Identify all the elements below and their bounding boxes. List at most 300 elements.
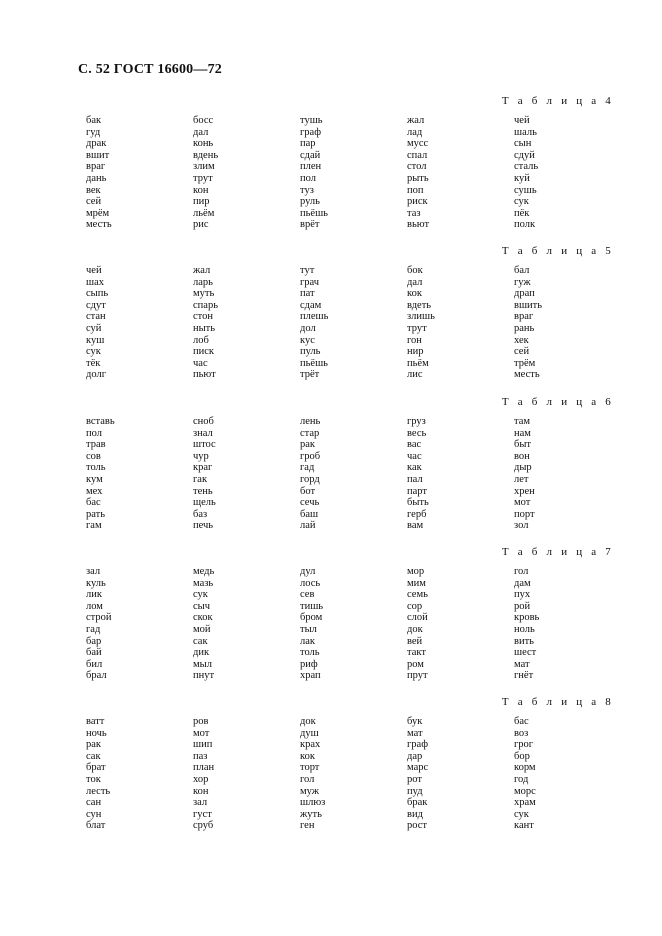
word-cell: сдут xyxy=(86,299,106,311)
word-cell: пал xyxy=(407,473,423,485)
word-cell: крах xyxy=(300,739,321,751)
word-cell: ром xyxy=(407,658,424,670)
word-cell: писк xyxy=(193,346,214,358)
word-cell: долг xyxy=(86,369,107,381)
word-cell: дар xyxy=(407,750,423,762)
word-cell: враг xyxy=(514,311,534,323)
word-grid xyxy=(86,115,626,231)
word-cell: гуж xyxy=(514,276,531,288)
word-cell: сдуй xyxy=(514,149,535,161)
word-cell: кус xyxy=(300,334,315,346)
table-row xyxy=(86,520,626,532)
word-cell: план xyxy=(193,762,215,774)
table-row xyxy=(86,820,626,832)
word-cell: храм xyxy=(514,797,536,809)
word-cell: трём xyxy=(514,357,536,369)
table-row xyxy=(86,624,626,636)
word-cell: тыл xyxy=(300,623,317,635)
word-cell: ватт xyxy=(86,716,105,727)
word-cell: рать xyxy=(86,508,106,520)
word-cell: граф xyxy=(407,739,429,751)
word-cell: баз xyxy=(193,508,208,520)
word-cell: марс xyxy=(407,762,429,774)
word-cell: мот xyxy=(514,497,531,509)
word-cell: бил xyxy=(86,658,103,670)
word-cell: толь xyxy=(300,647,320,659)
word-cell: бас xyxy=(86,497,101,509)
table-caption: Т а б л и ц а 6 xyxy=(501,396,614,408)
word-cell: год xyxy=(514,773,529,785)
word-cell: спал xyxy=(407,149,428,161)
word-cell: час xyxy=(193,357,208,369)
table-row xyxy=(86,277,626,289)
word-cell: бар xyxy=(86,635,102,647)
word-cell: хек xyxy=(514,334,529,346)
word-cell: сан xyxy=(86,797,102,809)
word-cell: куль xyxy=(86,577,106,589)
word-cell: сталь xyxy=(514,161,539,173)
word-cell: быт xyxy=(514,439,531,451)
word-cell: граф xyxy=(300,126,322,138)
table-row xyxy=(86,185,626,197)
word-cell: босс xyxy=(193,115,214,126)
table-row xyxy=(86,346,626,358)
word-cell: мор xyxy=(407,566,425,577)
word-cell: пар xyxy=(300,138,316,150)
word-cell: жал xyxy=(407,115,425,126)
word-cell: скок xyxy=(193,612,213,624)
word-cell: сдам xyxy=(300,299,322,311)
word-cell: гроб xyxy=(300,450,321,462)
table-row xyxy=(86,647,626,659)
word-cell: сун xyxy=(86,808,102,820)
word-cell: как xyxy=(407,462,422,474)
word-cell: сук xyxy=(193,589,208,601)
word-cell: рис xyxy=(193,219,209,231)
word-cell: дол xyxy=(300,322,316,334)
word-cell: жуть xyxy=(300,808,322,820)
word-cell: мыл xyxy=(193,658,212,670)
word-cell: стон xyxy=(193,311,213,323)
word-grid xyxy=(86,416,626,532)
table-row xyxy=(86,797,626,809)
word-cell: брал xyxy=(86,670,107,682)
word-cell: бок xyxy=(407,265,423,276)
word-cell: мой xyxy=(193,623,211,635)
word-cell: месть xyxy=(514,369,540,381)
word-cell: пух xyxy=(514,589,531,601)
word-cell: сев xyxy=(300,589,315,601)
word-cell: гад xyxy=(300,462,315,474)
word-cell: дань xyxy=(86,172,107,184)
word-cell: ныть xyxy=(193,322,216,334)
word-cell: сук xyxy=(86,346,101,358)
word-grid xyxy=(86,716,626,832)
word-cell: кок xyxy=(300,750,315,762)
word-cell: храп xyxy=(300,670,321,682)
word-cell: бай xyxy=(86,647,102,659)
table-row xyxy=(86,716,626,728)
table-caption: Т а б л и ц а 5 xyxy=(501,245,614,257)
word-cell: зал xyxy=(193,797,208,809)
word-cell: враг xyxy=(86,161,106,173)
word-cell: муть xyxy=(193,288,215,300)
word-cell: гол xyxy=(514,566,529,577)
word-cell: пьём xyxy=(407,357,429,369)
word-cell: суй xyxy=(86,322,102,334)
word-cell: густ xyxy=(193,808,212,820)
table-caption: Т а б л и ц а 8 xyxy=(501,696,614,708)
word-cell: мех xyxy=(86,485,103,497)
table-row xyxy=(86,428,626,440)
word-cell: куй xyxy=(514,172,530,184)
word-cell: стан xyxy=(86,311,106,323)
word-cell: тишь xyxy=(300,600,324,612)
word-cell: плешь xyxy=(300,311,329,323)
word-cell: бот xyxy=(300,485,316,497)
word-cell: брат xyxy=(86,762,106,774)
word-cell: сук xyxy=(514,808,529,820)
word-cell: пир xyxy=(193,196,210,208)
table-row xyxy=(86,173,626,185)
table-row xyxy=(86,751,626,763)
word-cell: тень xyxy=(193,485,213,497)
word-cell: толь xyxy=(86,462,106,474)
word-cell: шип xyxy=(193,739,213,751)
word-cell: сыч xyxy=(193,600,210,612)
word-cell: туз xyxy=(300,184,314,196)
word-cell: дул xyxy=(300,566,316,577)
word-cell: ноль xyxy=(514,623,535,635)
table-row xyxy=(86,739,626,751)
word-cell: врёт xyxy=(300,219,320,231)
table-row xyxy=(86,762,626,774)
table-row xyxy=(86,208,626,220)
word-cell: сей xyxy=(514,346,530,358)
word-cell: чур xyxy=(193,450,209,462)
word-cell: шест xyxy=(514,647,537,659)
word-cell: мим xyxy=(407,577,426,589)
word-cell: вить xyxy=(514,635,534,647)
word-cell: конь xyxy=(193,138,214,150)
word-cell: мот xyxy=(193,727,210,739)
word-cell: пуд xyxy=(407,785,423,797)
word-cell: сечь xyxy=(300,497,320,509)
word-cell: сор xyxy=(407,600,423,612)
word-cell: семь xyxy=(407,589,428,601)
word-cell: дал xyxy=(193,126,209,138)
table-row xyxy=(86,138,626,150)
word-cell: рыть xyxy=(407,172,429,184)
word-cell: пол xyxy=(86,427,102,439)
word-cell: мрём xyxy=(86,207,110,219)
word-cell: сов xyxy=(86,450,101,462)
word-cell: сыпь xyxy=(86,288,109,300)
word-cell: спарь xyxy=(193,299,218,311)
table-row xyxy=(86,601,626,613)
word-cell: тушь xyxy=(300,115,323,126)
word-cell: нир xyxy=(407,346,424,358)
word-cell: бор xyxy=(514,750,530,762)
word-cell: сей xyxy=(86,196,102,208)
table-caption: Т а б л и ц а 4 xyxy=(501,95,614,107)
word-cell: вьют xyxy=(407,219,430,231)
word-cell: кон xyxy=(193,785,209,797)
word-cell: зол xyxy=(514,520,529,532)
word-cell: рак xyxy=(86,739,102,751)
word-cell: вид xyxy=(407,808,423,820)
word-cell: бук xyxy=(407,716,423,727)
word-cell: там xyxy=(514,416,531,427)
word-cell: воз xyxy=(514,727,529,739)
word-cell: гам xyxy=(86,520,102,532)
word-cell: лик xyxy=(86,589,102,601)
word-cell: трут xyxy=(407,322,427,334)
word-cell: стар xyxy=(300,427,320,439)
table-row xyxy=(86,311,626,323)
word-cell: груз xyxy=(407,416,426,427)
table-row xyxy=(86,474,626,486)
word-cell: рань xyxy=(514,322,535,334)
word-cell: тут xyxy=(300,265,315,276)
word-cell: вставь xyxy=(86,416,115,427)
table-row xyxy=(86,219,626,231)
table-row xyxy=(86,486,626,498)
word-cell: пёк xyxy=(514,207,530,219)
word-cell: слой xyxy=(407,612,428,624)
word-cell: блат xyxy=(86,820,106,832)
table-row xyxy=(86,509,626,521)
word-cell: лис xyxy=(407,369,423,381)
word-cell: риск xyxy=(407,196,428,208)
table-row xyxy=(86,161,626,173)
word-cell: ночь xyxy=(86,727,107,739)
word-cell: ген xyxy=(300,820,315,832)
word-cell: вшит xyxy=(86,149,110,161)
word-cell: век xyxy=(86,184,101,196)
word-cell: трут xyxy=(193,172,213,184)
word-cell: парт xyxy=(407,485,427,497)
table-row xyxy=(86,300,626,312)
word-cell: лесть xyxy=(86,785,111,797)
word-cell: док xyxy=(407,623,423,635)
word-cell: поп xyxy=(407,184,424,196)
word-cell: лоб xyxy=(193,334,209,346)
word-cell: пуль xyxy=(300,346,321,358)
word-cell: бас xyxy=(514,716,529,727)
word-cell: штос xyxy=(193,439,216,451)
table-row xyxy=(86,288,626,300)
word-cell: грач xyxy=(300,276,320,288)
word-cell: шах xyxy=(86,276,104,288)
word-cell: шлюз xyxy=(300,797,326,809)
word-cell: пол xyxy=(300,172,316,184)
word-cell: строй xyxy=(86,612,112,624)
word-cell: торт xyxy=(300,762,320,774)
word-cell: печь xyxy=(193,520,214,532)
word-cell: краг xyxy=(193,462,213,474)
word-cell: брак xyxy=(407,797,428,809)
table-row xyxy=(86,196,626,208)
word-cell: сушь xyxy=(514,184,537,196)
table-row xyxy=(86,578,626,590)
table-row xyxy=(86,728,626,740)
table-row xyxy=(86,265,626,277)
word-cell: весь xyxy=(407,427,427,439)
word-cell: пнут xyxy=(193,670,215,682)
word-cell: быть xyxy=(407,497,429,509)
word-cell: кровь xyxy=(514,612,540,624)
word-cell: вдень xyxy=(193,149,219,161)
word-cell: хрен xyxy=(514,485,535,497)
word-cell: гнёт xyxy=(514,670,534,682)
word-cell: док xyxy=(300,716,316,727)
word-cell: нам xyxy=(514,427,531,439)
word-cell: пьют xyxy=(193,369,216,381)
word-cell: злишь xyxy=(407,311,435,323)
word-cell: прут xyxy=(407,670,428,682)
word-cell: гуд xyxy=(86,126,101,138)
word-cell: вшить xyxy=(514,299,543,311)
word-grid xyxy=(86,566,626,682)
word-cell: гол xyxy=(300,773,315,785)
word-cell: вей xyxy=(407,635,423,647)
word-cell: риф xyxy=(300,658,318,670)
word-cell: кок xyxy=(407,288,422,300)
word-cell: дыр xyxy=(514,462,532,474)
page-header: С. 52 ГОСТ 16600—72 xyxy=(78,62,222,77)
word-cell: сук xyxy=(514,196,529,208)
word-cell: куш xyxy=(86,334,105,346)
word-cell: гон xyxy=(407,334,422,346)
word-cell: хор xyxy=(193,773,209,785)
word-cell: знал xyxy=(193,427,213,439)
table-row xyxy=(86,589,626,601)
word-cell: полк xyxy=(514,219,536,231)
word-cell: дал xyxy=(407,276,423,288)
table-row xyxy=(86,786,626,798)
table-row xyxy=(86,612,626,624)
word-cell: корм xyxy=(514,762,536,774)
word-cell: грог xyxy=(514,739,534,751)
table-row xyxy=(86,150,626,162)
word-cell: лом xyxy=(86,600,103,612)
word-cell: морс xyxy=(514,785,536,797)
word-cell: рот xyxy=(407,773,422,785)
table-row xyxy=(86,416,626,428)
word-cell: драп xyxy=(514,288,535,300)
word-cell: лад xyxy=(407,126,423,138)
word-cell: кант xyxy=(514,820,534,832)
word-cell: тёк xyxy=(86,357,101,369)
word-cell: месть xyxy=(86,219,112,231)
word-cell: пьёшь xyxy=(300,357,328,369)
word-cell: лет xyxy=(514,473,529,485)
table-row xyxy=(86,809,626,821)
word-cell: мат xyxy=(407,727,423,739)
word-cell: вон xyxy=(514,450,530,462)
word-cell: медь xyxy=(193,566,215,577)
word-cell: плен xyxy=(300,161,322,173)
word-cell: дам xyxy=(514,577,531,589)
word-cell: паз xyxy=(193,750,208,762)
word-cell: кум xyxy=(86,473,103,485)
word-cell: драк xyxy=(86,138,107,150)
table-row xyxy=(86,451,626,463)
word-cell: мусс xyxy=(407,138,429,150)
table-row xyxy=(86,369,626,381)
table-row xyxy=(86,335,626,347)
table-row xyxy=(86,774,626,786)
word-cell: вас xyxy=(407,439,422,451)
word-cell: злим xyxy=(193,161,215,173)
table-row xyxy=(86,115,626,127)
word-cell: лось xyxy=(300,577,321,589)
word-cell: сруб xyxy=(193,820,214,832)
word-cell: пьёшь xyxy=(300,207,328,219)
word-cell: стол xyxy=(407,161,427,173)
table-row xyxy=(86,636,626,648)
word-cell: бром xyxy=(300,612,323,624)
word-cell: сак xyxy=(193,635,208,647)
word-cell: ров xyxy=(193,716,209,727)
word-cell: ток xyxy=(86,773,101,785)
word-cell: трав xyxy=(86,439,106,451)
table-row xyxy=(86,323,626,335)
word-cell: сноб xyxy=(193,416,214,427)
word-cell: лень xyxy=(300,416,321,427)
word-cell: такт xyxy=(407,647,426,659)
word-cell: жал xyxy=(193,265,211,276)
word-cell: вам xyxy=(407,520,424,532)
word-cell: гад xyxy=(86,623,101,635)
word-cell: кон xyxy=(193,184,209,196)
word-cell: герб xyxy=(407,508,427,520)
word-cell: зал xyxy=(86,566,101,577)
word-cell: горд xyxy=(300,473,320,485)
word-cell: душ xyxy=(300,727,319,739)
word-cell: лак xyxy=(300,635,316,647)
word-cell: таз xyxy=(407,207,421,219)
table-row xyxy=(86,497,626,509)
word-cell: гак xyxy=(193,473,208,485)
word-cell: шаль xyxy=(514,126,537,138)
word-cell: чей xyxy=(86,265,102,276)
word-grid xyxy=(86,265,626,381)
word-cell: чей xyxy=(514,115,530,126)
word-cell: час xyxy=(407,450,422,462)
word-cell: муж xyxy=(300,785,320,797)
word-cell: ларь xyxy=(193,276,213,288)
word-cell: руль xyxy=(300,196,320,208)
word-cell: пат xyxy=(300,288,315,300)
table-row xyxy=(86,566,626,578)
word-cell: сак xyxy=(86,750,101,762)
word-cell: порт xyxy=(514,508,535,520)
word-cell: рак xyxy=(300,439,316,451)
word-cell: дик xyxy=(193,647,210,659)
table-row xyxy=(86,659,626,671)
word-cell: льём xyxy=(193,207,215,219)
word-cell: вдеть xyxy=(407,299,432,311)
word-cell: сын xyxy=(514,138,532,150)
word-cell: рой xyxy=(514,600,531,612)
table-caption: Т а б л и ц а 7 xyxy=(501,546,614,558)
table-row xyxy=(86,358,626,370)
table-row xyxy=(86,462,626,474)
word-cell: трёт xyxy=(300,369,320,381)
table-row xyxy=(86,127,626,139)
